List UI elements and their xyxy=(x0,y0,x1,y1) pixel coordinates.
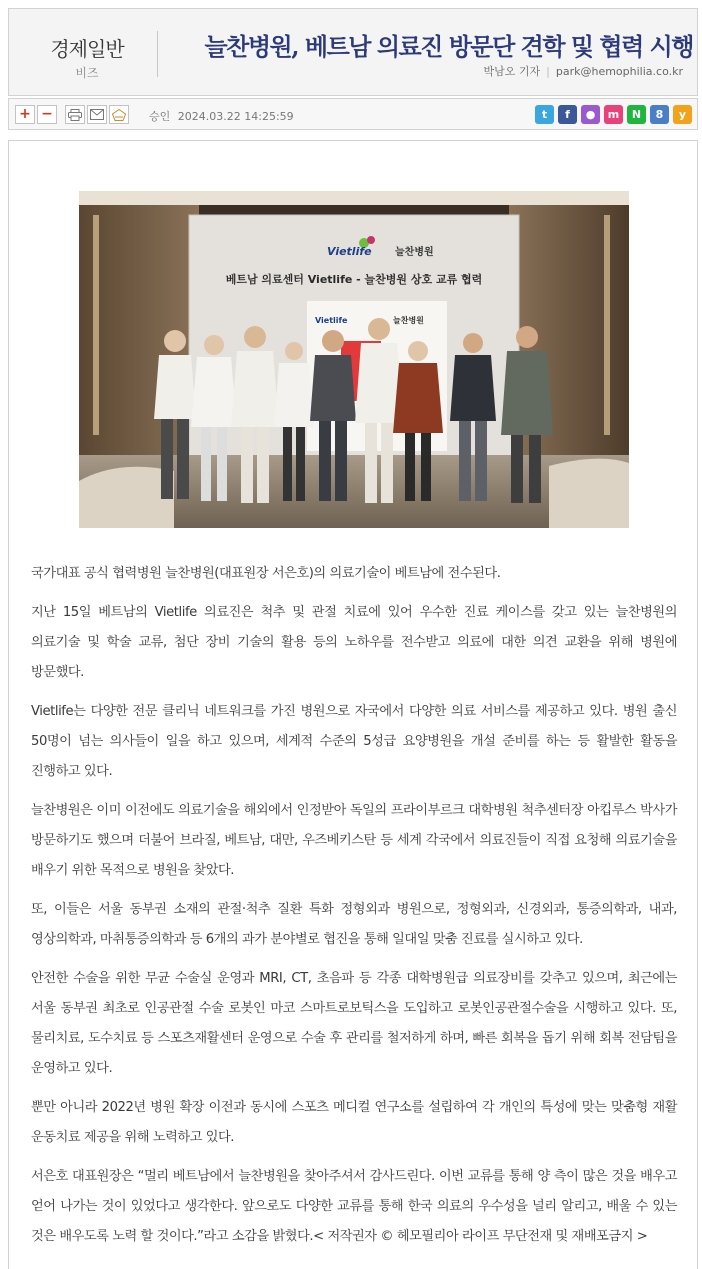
article-paragraph: 안전한 수술을 위한 무균 수술실 운영과 MRI, CT, 초음파 등 각종 대학병원급 의료장비를 갖추고 있으며, 최근에는 서울 동부권 최초로 인공관절 수술 로봇인 마코 스마트로보틱스을 도입하고 로봇인공관절수술을 시행하고 있다. 또, 물리치료, 도수치료 등 스포츠재활센터 운영으로 수술 후 관리를 철저하게 하며, 빠른 회복을 돕기 위해 회복 전담팀을 운영하고 있다. xyxy=(31,971,677,1076)
font-decrease-button[interactable]: − xyxy=(37,105,57,124)
article-paragraph: 지난 15일 베트남의 Vietlife 의료진은 척추 및 관절 치료에 있어 우수한 진료 케이스를 갖고 있는 늘찬병원의 의료기술 및 학술 교류, 첨단 장비 기술의 활용 등의 노하우를 전수받고 의료에 대한 의견 교환을 위해 병원에 방문했다. xyxy=(31,605,677,680)
facebook-share-icon[interactable]: f xyxy=(558,105,577,124)
section-sub: 비즈 xyxy=(75,66,99,80)
article-header xyxy=(8,8,698,96)
naver-share-icon[interactable]: N xyxy=(627,105,646,124)
banner-text: 베트남 의료센터 Vietlife - 늘찬병원 상호 교류 협력 xyxy=(225,273,483,286)
backdrop-logo-left: Vietlife xyxy=(315,316,348,325)
article-paragraph: 서은호 대표원장은 “멀리 베트남에서 늘찬병원을 찾아주셔서 감사드린다. 이번 교류를 통해 양 측이 많은 것을 배우고 얻어 나가는 것이 있었다고 생각한다. 앞으로도 다양한 교류를 통해 한국 의료의 우수성을 널리 알리고, 배울 수 있는 것은 배우도록 노력 할 것이다.”라고 소감을 밝혔다.< 저작권자 © 헤모필리아 라이프 무단전재 및 재배포금지 > xyxy=(31,1169,677,1244)
print-icon[interactable] xyxy=(65,105,85,124)
article-body-box xyxy=(8,140,698,1269)
banner-logo-right: 늘찬병원 xyxy=(395,247,434,258)
header-divider xyxy=(157,31,158,77)
scrap-icon[interactable] xyxy=(109,105,129,124)
article-toolbar xyxy=(8,98,698,130)
section-main: 경제일반 xyxy=(50,37,124,61)
article-paragraph: 늘찬병원은 이미 이전에도 의료기술을 해외에서 인정받아 독일의 프라이부르크 대학병원 척추센터장 아킵루스 박사가 방문하기도 했으며 더불어 브라질, 베트남, 대만, 우즈베키스탄 등 세계 각국에서 의료진들이 직접 요청해 의료기술을 배우기 위한 목적으로 병원을 찾았다. xyxy=(31,803,677,878)
approval-label: 승인 xyxy=(149,110,171,123)
twitter-share-icon[interactable]: t xyxy=(535,105,554,124)
article-paragraph: 또, 이들은 서울 동부권 소재의 관절·척추 질환 특화 정형외과 병원으로, 정형외과, 신경외과, 통증의학과, 내과, 영상의학과, 마취통증의학과 등 6개의 과가 분야별로 협진을 통해 일대일 맞춤 진료를 실시하고 있다. xyxy=(31,902,677,947)
byline xyxy=(484,63,684,79)
reporter-name: 박남오 기자 xyxy=(483,65,541,78)
font-increase-button[interactable]: + xyxy=(15,105,35,124)
article-title: 늘찬병원, 베트남 의료진 방문단 견학 및 협력 시행 xyxy=(204,32,693,61)
email-icon[interactable] xyxy=(87,105,107,124)
backdrop-logo-right: 늘찬병원 xyxy=(393,316,424,325)
article-paragraph: 뿐만 아니라 2022년 병원 확장 이전과 동시에 스포츠 메디컬 연구소를 설립하여 각 개인의 특성에 맞는 맞춤형 재활 운동치료 제공을 위해 노력하고 있다. xyxy=(31,1100,677,1145)
article-paragraph: Vietlife는 다양한 전문 클리닉 네트워크를 가진 병원으로 자국에서 다양한 의료 서비스를 제공하고 있다. 병원 출신 50명이 넘는 의사들이 일을 하고 있으며, 세계적 수준의 5성급 요양병원을 개설 준비를 하는 등 활발한 활동을 진행하고 있다. xyxy=(31,704,677,779)
me2day-share-icon[interactable]: m xyxy=(604,105,623,124)
byline-separator: | xyxy=(546,65,550,78)
article-paragraph: 국가대표 공식 협력병원 늘찬병원(대표원장 서은호)의 의료기술이 베트남에 전수된다. xyxy=(31,566,501,581)
svg-text:Vietlife: Vietlife xyxy=(327,245,372,258)
reporter-email[interactable]: park@hemophilia.co.kr xyxy=(555,65,683,78)
kakaostory-share-icon[interactable]: ● xyxy=(581,105,600,124)
google-share-icon[interactable]: 8 xyxy=(650,105,669,124)
section-label xyxy=(23,33,151,81)
article-photo xyxy=(79,191,629,528)
approval-info xyxy=(149,108,294,124)
approval-datetime: 2024.03.22 14:25:59 xyxy=(177,110,294,123)
article-text xyxy=(31,559,677,1261)
yozm-share-icon[interactable]: y xyxy=(673,105,692,124)
